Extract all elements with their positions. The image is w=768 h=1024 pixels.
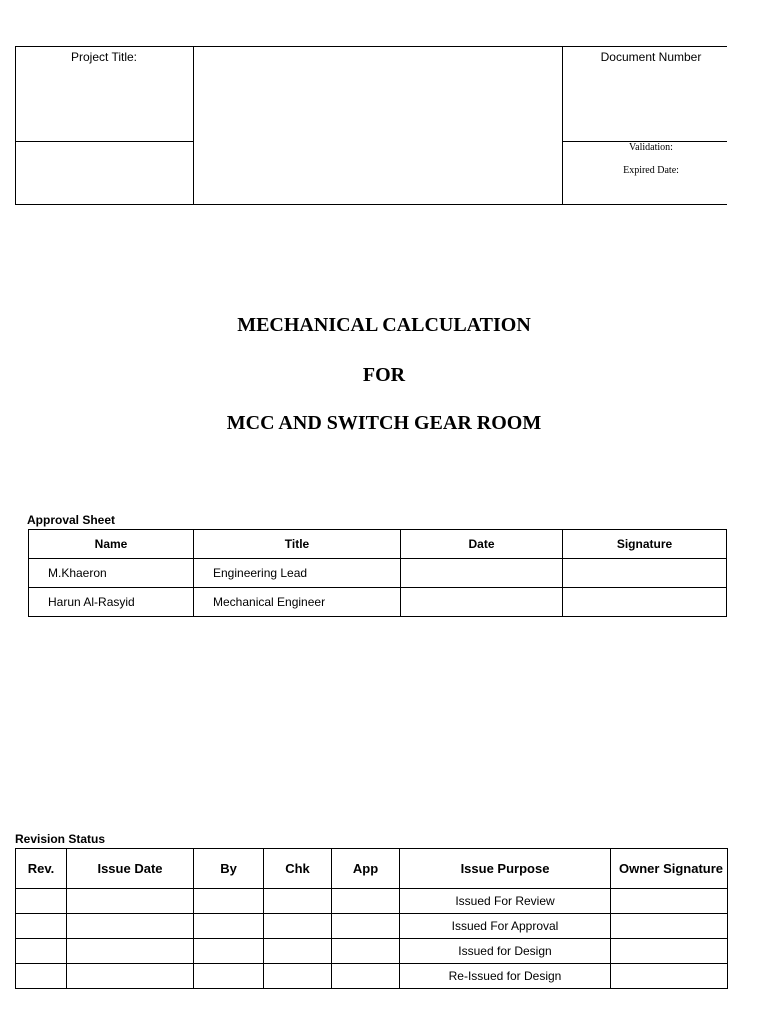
revision-col-issue-purpose: Issue Purpose — [400, 849, 611, 889]
revision-col-by: By — [194, 849, 264, 889]
approval-col-title: Title — [194, 530, 401, 559]
revision-col-owner-signature: Owner Signature — [611, 849, 728, 889]
approval-name-cell: M.Khaeron — [29, 559, 194, 588]
header-left-split — [15, 141, 193, 142]
document-title-line1: MECHANICAL CALCULATION — [237, 314, 531, 336]
revision-col-chk: Chk — [264, 849, 332, 889]
table-row — [16, 964, 728, 989]
header-bottom-border — [15, 204, 727, 205]
approval-col-date: Date — [401, 530, 563, 559]
revision-header-row — [16, 849, 728, 889]
approval-title-cell: Mechanical Engineer — [194, 588, 401, 617]
header-left-border — [15, 46, 16, 204]
issue-purpose-cell: Issued for Design — [400, 939, 611, 964]
approval-date-cell — [401, 559, 563, 588]
header-top-border — [15, 46, 727, 47]
document-number-label: Document Number — [600, 50, 702, 64]
document-title-line2: FOR — [362, 364, 406, 386]
header-divider-left — [193, 46, 194, 204]
approval-header-row — [29, 530, 727, 559]
approval-table — [28, 529, 727, 617]
table-row — [16, 889, 728, 914]
expired-date-label: Expired Date: — [623, 165, 679, 176]
table-row — [16, 939, 728, 964]
validation-label: Validation: — [629, 142, 673, 153]
table-row — [29, 588, 727, 617]
table-row — [29, 559, 727, 588]
revision-table — [15, 848, 728, 989]
revision-col-issue-date: Issue Date — [67, 849, 194, 889]
issue-purpose-cell: Re-Issued for Design — [400, 964, 611, 989]
issue-purpose-cell: Issued For Review — [400, 889, 611, 914]
approval-col-name: Name — [29, 530, 194, 559]
table-row — [16, 914, 728, 939]
revision-col-app: App — [332, 849, 400, 889]
revision-col-rev: Rev. — [16, 849, 67, 889]
issue-purpose-cell: Issued For Approval — [400, 914, 611, 939]
approval-name-cell: Harun Al-Rasyid — [29, 588, 194, 617]
approval-sheet-label: Approval Sheet — [27, 513, 116, 527]
approval-title-cell: Engineering Lead — [194, 559, 401, 588]
header-divider-right — [562, 46, 563, 204]
document-title-line3: MCC AND SWITCH GEAR ROOM — [226, 412, 542, 434]
approval-date-cell — [401, 588, 563, 617]
revision-status-label: Revision Status — [15, 832, 106, 846]
approval-signature-cell — [563, 588, 727, 617]
project-title-label: Project Title: — [70, 50, 138, 64]
approval-signature-cell — [563, 559, 727, 588]
approval-col-signature: Signature — [563, 530, 727, 559]
